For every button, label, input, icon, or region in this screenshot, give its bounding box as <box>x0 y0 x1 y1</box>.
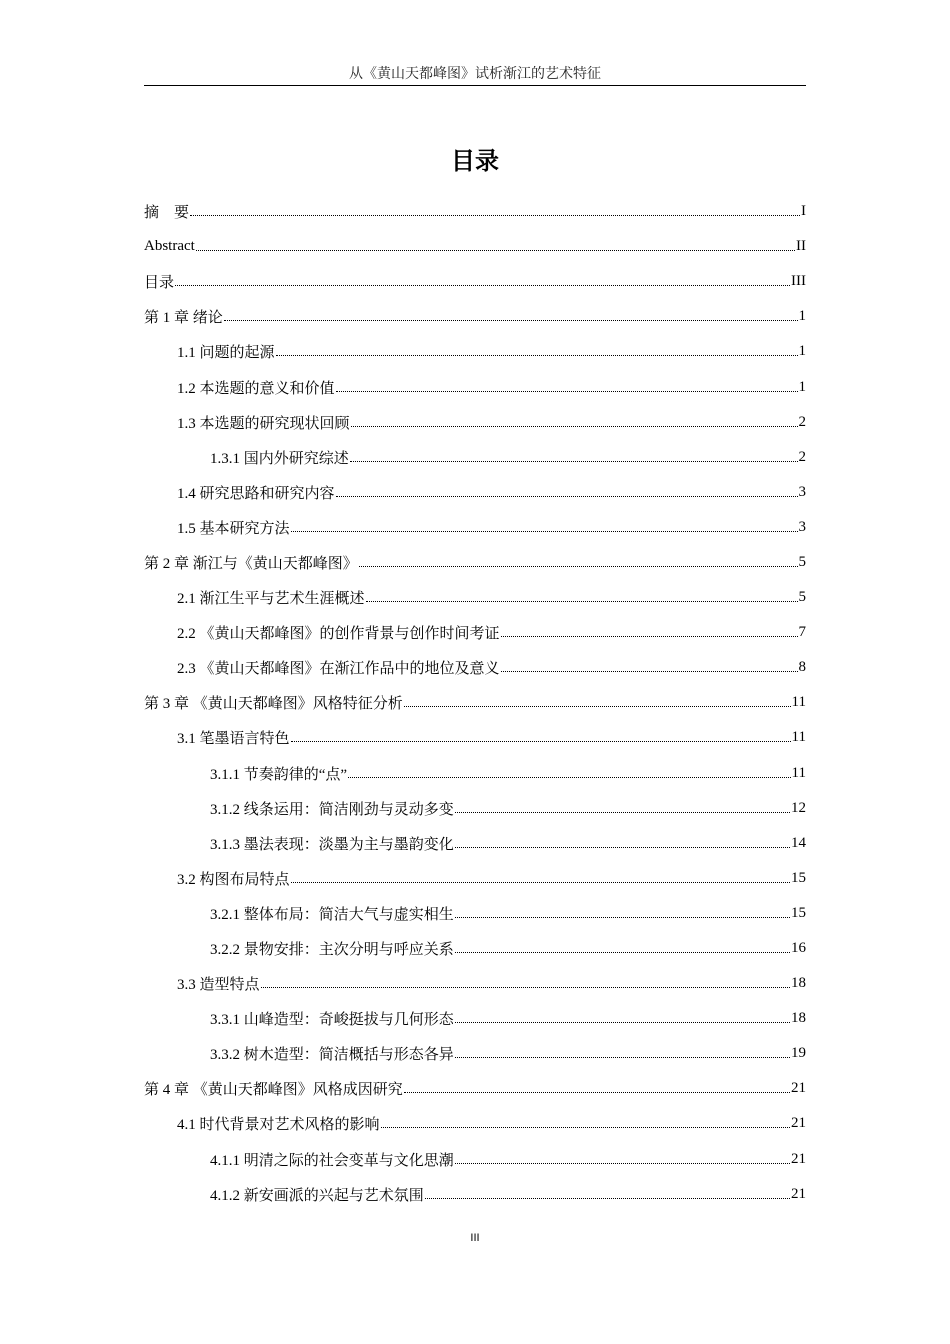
toc-entry-label: 4.1.2 新安画派的兴起与艺术氛围 <box>210 1187 424 1204</box>
toc-entry[interactable] <box>144 931 806 966</box>
dot-leader <box>404 706 791 707</box>
toc-entry-page: 12 <box>791 799 806 816</box>
dot-leader <box>351 426 798 427</box>
toc-entry-page: 16 <box>791 940 806 957</box>
toc-entry-page: 11 <box>791 729 806 746</box>
toc-entry-page: 1 <box>798 378 806 395</box>
toc-entry[interactable] <box>144 826 806 861</box>
toc-entry[interactable] <box>144 1106 806 1141</box>
dot-leader <box>455 1057 790 1058</box>
dot-leader <box>336 496 798 497</box>
toc-entry-page: 8 <box>798 659 806 676</box>
toc-entry-page: 2 <box>798 448 806 465</box>
toc-entry-label: 1.1 问题的起源 <box>177 345 275 362</box>
toc-entry[interactable] <box>144 1142 806 1177</box>
toc-entry-label: Abstract <box>144 238 195 255</box>
toc-entry[interactable] <box>144 720 806 755</box>
toc-entry-page: II <box>796 238 806 255</box>
dot-leader <box>404 1092 790 1093</box>
toc-entry[interactable] <box>144 1001 806 1036</box>
dot-leader <box>455 847 790 848</box>
dot-leader <box>366 601 798 602</box>
toc-entry-page: 21 <box>791 1150 806 1167</box>
dot-leader <box>336 391 798 392</box>
toc-entry-page: 1 <box>798 308 806 325</box>
toc-entry-label: 第 2 章 渐江与《黄山天都峰图》 <box>144 555 358 572</box>
toc-entry[interactable] <box>144 650 806 685</box>
dot-leader <box>501 671 798 672</box>
toc-entry[interactable] <box>144 229 806 264</box>
toc-entry[interactable] <box>144 299 806 334</box>
toc-entry-page: 18 <box>791 975 806 992</box>
toc-entry[interactable] <box>144 896 806 931</box>
toc-entry-label: 3.2.2 景物安排：主次分明与呼应关系 <box>210 942 454 959</box>
dot-leader <box>224 320 798 321</box>
toc-entry-label: 目录 <box>144 275 175 292</box>
toc-entry[interactable] <box>144 580 806 615</box>
toc-entry-page: 11 <box>791 764 806 781</box>
toc-entry[interactable] <box>144 440 806 475</box>
toc-entry-page: 15 <box>791 869 806 886</box>
toc-entry-page: 1 <box>798 343 806 360</box>
toc-entry-label: 3.3.2 树木造型：简洁概括与形态各异 <box>210 1047 454 1064</box>
toc-entry[interactable] <box>144 1071 806 1106</box>
toc-entry[interactable] <box>144 615 806 650</box>
dot-leader <box>196 250 795 251</box>
toc-entry-label: 1.4 研究思路和研究内容 <box>177 485 335 502</box>
dot-leader <box>381 1127 790 1128</box>
toc-entry-label: 3.1 笔墨语言特色 <box>177 731 290 748</box>
dot-leader <box>501 636 798 637</box>
dot-leader <box>455 952 790 953</box>
toc-entry[interactable] <box>144 791 806 826</box>
toc-entry-label: 3.1.3 墨法表现：淡墨为主与墨韵变化 <box>210 836 454 853</box>
toc-entry-label: 3.3 造型特点 <box>177 977 260 994</box>
dot-leader <box>425 1198 790 1199</box>
toc-entry[interactable] <box>144 966 806 1001</box>
toc-entry[interactable] <box>144 510 806 545</box>
toc-entry-page: 5 <box>798 589 806 606</box>
toc-entry[interactable] <box>144 1036 806 1071</box>
toc-entry[interactable] <box>144 1177 806 1212</box>
toc-entry-label: 1.2 本选题的意义和价值 <box>177 380 335 397</box>
dot-leader <box>455 917 790 918</box>
toc-entry-label: 4.1 时代背景对艺术风格的影响 <box>177 1117 380 1134</box>
toc-entry[interactable] <box>144 861 806 896</box>
toc-entry-page: 18 <box>791 1010 806 1027</box>
toc-entry-page: 5 <box>798 553 806 570</box>
toc-entry-label: 2.1 渐江生平与艺术生涯概述 <box>177 591 365 608</box>
dot-leader <box>350 461 798 462</box>
toc-entry-page: 3 <box>798 483 806 500</box>
dot-leader <box>291 882 790 883</box>
toc-entry[interactable] <box>144 194 806 229</box>
toc-entry-label: 3.1.2 线条运用：简洁刚劲与灵动多变 <box>210 801 454 818</box>
toc-entry-label: 第 1 章 绪论 <box>144 310 223 327</box>
toc-entry-page: 21 <box>791 1115 806 1132</box>
toc-entry-page: 11 <box>791 694 806 711</box>
toc-entry[interactable] <box>144 545 806 580</box>
toc-entry-label: 1.5 基本研究方法 <box>177 520 290 537</box>
toc-entry-page: III <box>791 273 806 290</box>
dot-leader <box>455 812 790 813</box>
header-rule <box>144 85 806 86</box>
toc-entry[interactable] <box>144 264 806 299</box>
toc-entry-label: 3.3.1 山峰造型：奇峻挺拔与几何形态 <box>210 1012 454 1029</box>
toc-entry[interactable] <box>144 334 806 369</box>
dot-leader <box>291 531 798 532</box>
page-number: III <box>470 1232 480 1244</box>
dot-leader <box>348 777 790 778</box>
toc-entry-label: 2.3 《黄山天都峰图》在渐江作品中的地位及意义 <box>177 661 500 678</box>
toc-entry-label: 3.1.1 节奏韵律的“点” <box>210 766 348 783</box>
toc-entry[interactable] <box>144 369 806 404</box>
toc-entry-page: I <box>801 203 806 220</box>
dot-leader <box>291 741 791 742</box>
toc-list <box>144 194 806 1212</box>
toc-entry-label: 4.1.1 明清之际的社会变革与文化思潮 <box>210 1152 454 1169</box>
dot-leader <box>190 215 800 216</box>
dot-leader <box>261 987 790 988</box>
running-header: 从《黄山天都峰图》试析渐江的艺术特征 <box>349 67 601 82</box>
toc-entry-page: 15 <box>791 904 806 921</box>
toc-entry[interactable] <box>144 685 806 720</box>
toc-entry-page: 19 <box>791 1045 806 1062</box>
dot-leader <box>455 1163 790 1164</box>
toc-entry-label: 摘 要 <box>144 205 190 222</box>
toc-entry[interactable] <box>144 475 806 510</box>
toc-entry-page: 14 <box>791 834 806 851</box>
toc-entry-page: 7 <box>798 624 806 641</box>
toc-entry-label: 3.2.1 整体布局：简洁大气与虚实相生 <box>210 906 454 923</box>
toc-entry-label: 3.2 构图布局特点 <box>177 871 290 888</box>
dot-leader <box>455 1022 790 1023</box>
dot-leader <box>359 566 798 567</box>
toc-entry-label: 1.3.1 国内外研究综述 <box>210 450 349 467</box>
toc-entry-page: 21 <box>791 1080 806 1097</box>
dot-leader <box>175 285 790 286</box>
toc-entry[interactable] <box>144 756 806 791</box>
dot-leader <box>276 355 798 356</box>
toc-entry-label: 1.3 本选题的研究现状回顾 <box>177 415 350 432</box>
toc-entry-page: 3 <box>798 518 806 535</box>
toc-entry-label: 2.2 《黄山天都峰图》的创作背景与创作时间考证 <box>177 626 500 643</box>
toc-entry-label: 第 4 章 《黄山天都峰图》风格成因研究 <box>144 1082 403 1099</box>
toc-entry[interactable] <box>144 405 806 440</box>
toc-entry-page: 21 <box>791 1185 806 1202</box>
toc-title: 目录 <box>451 147 499 175</box>
toc-entry-label: 第 3 章 《黄山天都峰图》风格特征分析 <box>144 696 403 713</box>
toc-entry-page: 2 <box>798 413 806 430</box>
